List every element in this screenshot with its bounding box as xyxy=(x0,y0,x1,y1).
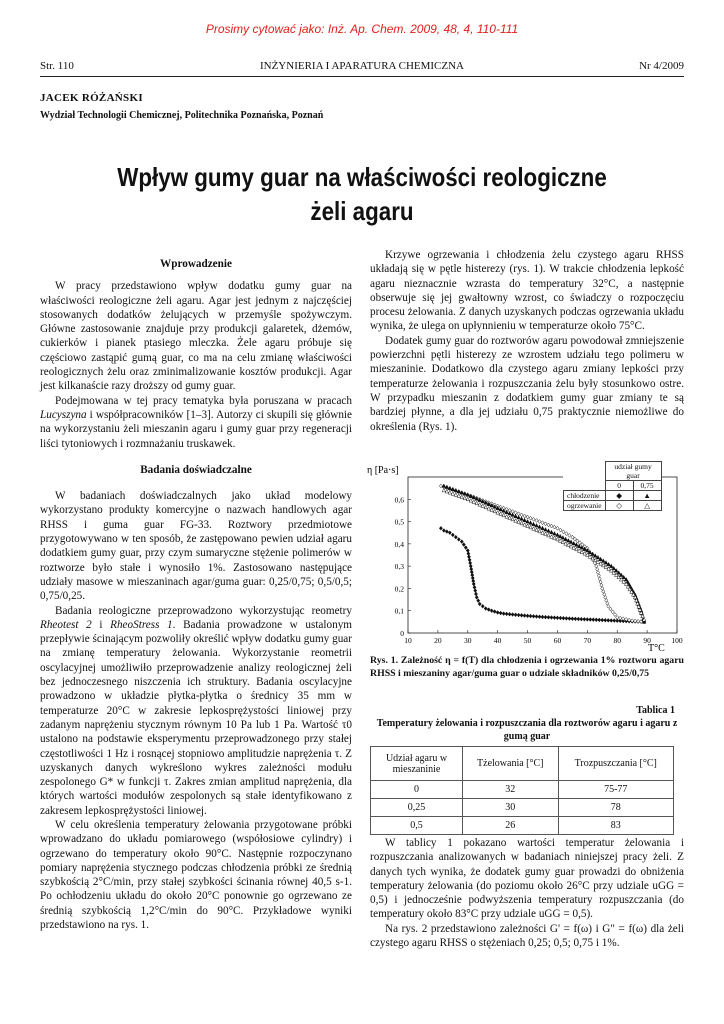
results-paragraph-4: Na rys. 2 przedstawiono zależności G' = f(ω) i G" = f(ω) dla żeli czystego agaru RHSS o stężeniach 0,25; 0,5; 0,75 i 1%. xyxy=(370,922,684,950)
methods-paragraph-2: Badania reologiczne przeprowadzono wykorzystując reometry Rheotest 2 i RheoStress 1. Badania prowadzone w ustalonym przepływie ścinającym pozwoliły określić wpływ dodatku gumy guar na zmianę temperatury żelowania. Wykorzystanie reometrii oscylacyjnej umożliwiło przeprowadzenie analizy reologicznej żeli bez jednoczesnego niszczenia ich struktury. Badania oscylacyjne prowadzono w układzie płytka-płytka o średnicy 35 mm w temperaturze 20°C w zakresie lepkosprężystości liniowej przy zadanym naprężeniu stycznym równym 10 Pa lub 1 Pa. Wartość τ0 ustalono na podstawie eksperymentu przeprowadzonego przy stałej częstotliwości 1 Hz i rosnącej stopniowo amplitudzie naprężenia τ. Z uzyskanych danych wykreślono wykres zależności modułu zespolonego G* w funkcji τ. Zakres zmian amplitud naprężenia, dla których wartości modułów zespolonych są stałe identyfikowano z zakresem lepkosprężystości liniowej. xyxy=(40,604,352,817)
data-point xyxy=(457,538,460,542)
data-point xyxy=(460,540,463,544)
y-tick-label: 0,6 xyxy=(394,495,404,505)
data-point xyxy=(619,616,622,620)
table-cell: 30 xyxy=(463,799,559,817)
table-cell: 75-77 xyxy=(558,781,673,799)
data-point xyxy=(580,617,583,621)
data-point xyxy=(601,618,604,622)
table-header: Trozpuszczania [°C] xyxy=(558,747,673,781)
x-tick-label: 30 xyxy=(464,636,472,645)
data-point xyxy=(464,546,467,550)
data-point xyxy=(562,530,565,534)
data-point xyxy=(535,615,538,619)
table-title: Temperatury żelowania i rozpuszczania dla roztworów agaru i agaru z gumą guar xyxy=(376,718,678,742)
data-point xyxy=(574,617,577,621)
x-tick-label: 70 xyxy=(583,636,592,645)
data-point xyxy=(477,599,480,603)
title-line-2: żeli agaru xyxy=(310,196,414,226)
data-point xyxy=(583,617,586,621)
table-cell: 0,5 xyxy=(371,817,463,835)
x-tick-label: 80 xyxy=(613,636,621,645)
data-point xyxy=(451,533,454,537)
data-point xyxy=(538,615,541,619)
data-point xyxy=(468,558,471,562)
data-point xyxy=(592,618,595,622)
data-point xyxy=(609,607,612,611)
table-row xyxy=(371,817,674,835)
data-point xyxy=(484,607,487,611)
data-point xyxy=(541,615,544,619)
data-point xyxy=(520,513,523,517)
data-point xyxy=(544,615,547,619)
data-point xyxy=(550,616,553,620)
data-point xyxy=(439,526,442,530)
data-point xyxy=(529,614,532,618)
results-paragraph-2: Dodatek gumy guar do roztworów agaru powodował zmniejszenie powierzchni pętli histerezy ze wzrostem udziału tego polimeru w mieszaninie. Dodatkowo dla czystego agaru zmiany lepkości przy temperaturze żelowania i rozpuszczania żelu były stosunkowo ostre. W przypadku mieszanin z dodatkiem gumy guar zmiany te są bardziej płynne, a dla jej udziału 0,75 praktycznie niemożliwe do określenia (Rys. 1). xyxy=(370,334,684,433)
table-cell: 32 xyxy=(463,781,559,799)
data-point xyxy=(538,520,541,524)
data-point xyxy=(598,618,601,622)
data-point xyxy=(616,616,619,620)
data-point xyxy=(613,613,616,617)
data-point xyxy=(604,618,607,622)
x-tick-label: 90 xyxy=(643,636,651,645)
data-point xyxy=(637,619,640,623)
data-point xyxy=(586,618,589,622)
data-point xyxy=(442,488,446,492)
data-point xyxy=(474,592,477,596)
data-point xyxy=(467,552,470,556)
paper-title xyxy=(85,160,639,228)
y-tick-label: 0,3 xyxy=(394,562,404,572)
data-point xyxy=(502,612,505,616)
x-tick-label: 10 xyxy=(404,636,412,645)
legend-row-heating: ogrzewanie xyxy=(564,501,606,511)
data-point xyxy=(466,549,469,553)
table-cell: 26 xyxy=(463,817,559,835)
legend-row-cooling: chłodzenie xyxy=(564,491,606,501)
data-point xyxy=(520,613,523,617)
legend-symbol: △ xyxy=(633,501,661,511)
data-point xyxy=(475,595,478,599)
data-point xyxy=(469,561,472,565)
y-tick-label: 0,2 xyxy=(394,584,404,594)
table-label: Tablica 1 xyxy=(636,705,675,716)
data-point xyxy=(523,514,526,518)
x-tick-label: 20 xyxy=(434,636,442,645)
page-number: Str. 110 xyxy=(40,60,74,72)
data-point xyxy=(553,616,556,620)
legend-symbol: ▲ xyxy=(633,491,661,501)
y-axis-label: η [Pa·s] xyxy=(367,465,399,476)
data-point xyxy=(523,614,526,618)
data-point xyxy=(544,522,547,526)
data-point xyxy=(511,613,514,617)
y-tick-label: 0,4 xyxy=(394,539,404,549)
data-point xyxy=(553,525,556,529)
legend-col-1: 0,75 xyxy=(633,481,661,491)
data-point xyxy=(529,516,532,520)
data-point xyxy=(442,529,445,533)
affiliation: Wydział Technologii Chemicznej, Politechnika Poznańska, Poznań xyxy=(40,110,324,121)
data-point xyxy=(556,616,559,620)
data-point xyxy=(442,484,446,488)
data-point xyxy=(559,616,562,620)
data-point xyxy=(541,521,544,525)
figure-1-caption: Rys. 1. Zależność η = f(T) dla chłodzenia i ogrzewania 1% roztworu agaru RHSS i mieszaniny agar/guma guar o udziale składników 0,25/0,75 xyxy=(370,655,684,679)
data-point xyxy=(589,618,592,622)
data-point xyxy=(535,519,538,523)
table-row xyxy=(371,799,674,817)
legend-header: udział gumy guar xyxy=(605,462,661,481)
legend-col-0: 0 xyxy=(605,481,633,491)
data-point xyxy=(490,609,493,613)
y-tick-label: 0 xyxy=(400,629,404,638)
legend-symbol: ◆ xyxy=(605,491,633,501)
table-cell: 78 xyxy=(558,799,673,817)
data-point xyxy=(565,532,568,536)
data-point xyxy=(610,619,613,623)
data-point xyxy=(508,612,511,616)
table-row xyxy=(371,781,674,799)
data-point xyxy=(571,617,574,621)
data-point xyxy=(514,613,517,617)
data-point xyxy=(473,585,476,589)
data-point xyxy=(467,555,470,559)
intro-paragraph-2: Podejmowana w tej pracy tematyka była poruszana w pracach Lucyszyna i współpracowników [1–3]. Autorzy ci skupili się głównie na wykorzystaniu żeli mieszanin agaru i gumy guar przy regeneracji liści tytoniowych i rozmnażaniu truskawek. xyxy=(40,394,352,450)
data-point xyxy=(481,604,484,608)
data-point xyxy=(577,617,580,621)
data-point xyxy=(568,617,571,621)
data-point xyxy=(478,602,481,606)
data-point xyxy=(607,618,610,622)
x-tick-label: 100 xyxy=(671,636,683,645)
right-column-top xyxy=(370,248,684,434)
data-point xyxy=(526,515,529,519)
data-point xyxy=(559,528,562,532)
y-tick-label: 0,5 xyxy=(394,517,404,527)
data-point xyxy=(517,613,520,617)
data-point xyxy=(469,564,472,568)
data-point xyxy=(532,517,535,521)
journal-name: INŻYNIERIA I APARATURA CHEMICZNA xyxy=(259,60,465,72)
issue-number: Nr 4/2009 xyxy=(639,60,684,72)
citation-note: Prosimy cytować jako: Inż. Ap. Chem. 2009, 48, 4, 110-111 xyxy=(205,22,519,36)
y-tick-label: 0,1 xyxy=(394,606,404,616)
data-point xyxy=(547,615,550,619)
data-point xyxy=(526,614,529,618)
results-paragraph-1: Krzywe ogrzewania i chłodzenia żelu czystego agaru RHSS układają się w pętle histerezy (rys. 1). W trakcie chłodzenia lepkość agaru nieznacznie wzrasta do temperatury 32°C, a następnie obserwuje się jej gwałtowny wzrost, co świadczy o rozpoczęciu procesu żelowania. Z danych uzyskanych podczas ogrzewania układu wynika, że ulega on upłynnieniu w temperaturze około 75°C. xyxy=(370,249,684,333)
data-point xyxy=(550,524,553,528)
x-tick-label: 40 xyxy=(493,636,502,645)
data-point xyxy=(565,616,568,620)
table-cell: 0 xyxy=(371,781,463,799)
x-tick-label: 60 xyxy=(553,636,562,645)
data-point xyxy=(445,530,448,534)
data-point xyxy=(562,616,565,620)
x-axis-label: T°C xyxy=(648,643,665,654)
data-table xyxy=(370,746,674,835)
intro-heading: Wprowadzenie xyxy=(160,258,232,270)
header-rule xyxy=(40,76,684,77)
table-header: Udział agaru w mieszaninie xyxy=(371,747,463,781)
data-point xyxy=(474,589,477,593)
table-cell: 83 xyxy=(558,817,673,835)
data-point xyxy=(505,612,508,616)
methods-paragraph-1: W badaniach doświadczalnych jako układ modelowy wykorzystano produkty komercyjne o nazwach handlowych agar RHSS i guma guar FG-33. Roztwory przedmiotowe przygotowywano w ten sposób, że zastępowano pewien udział agaru dodatkiem gumy guar, przy czym sumaryczne stężenie polimerów w roztworze było stałe i wynosiło 1%. Zastosowano następujące udziały masowe w mieszaninach agar/guma guar: 0,25/0,75; 0,5/0,5; 0,75/0,25. xyxy=(40,490,352,603)
x-tick-label: 50 xyxy=(523,636,532,645)
data-point xyxy=(462,543,465,547)
author-name: JACEK RÓŻAŃSKI xyxy=(40,92,143,104)
methods-paragraph-3: W celu określenia temperatury żelowania przygotowane próbki wprowadzano do układu pomiarowego (współosiowe cylindry) i ogrzewano do temperatury około 90°C. Następnie rozpoczynano pomiary naprężenia stycznego podczas chłodzenia próbki ze średnią szybkością 2°C/min, przy stałej szybkości ścinania równej 40,5 s-1. Po ochłodzeniu układu do około 20°C ponownie go ogrzewano ze średnią szybkością 1,2°C/min do 90°C. Przykładowe wyniki przedstawiono na rys. 1. xyxy=(40,818,352,932)
left-column xyxy=(40,257,352,932)
data-point xyxy=(499,611,502,615)
title-line-1: Wpływ gumy guar na właściwości reologiczne xyxy=(117,162,607,192)
data-point xyxy=(568,533,571,537)
data-point xyxy=(448,531,451,535)
data-point xyxy=(493,610,496,614)
chart-legend xyxy=(563,461,662,511)
data-point xyxy=(454,535,457,539)
table-header: Tżelowania [°C] xyxy=(463,747,559,781)
data-point xyxy=(613,619,616,623)
data-point xyxy=(595,618,598,622)
legend-symbol: ◇ xyxy=(605,501,633,511)
data-point xyxy=(496,611,499,615)
methods-heading: Badania doświadczalne xyxy=(140,463,252,476)
right-column-bottom xyxy=(370,836,684,950)
data-point xyxy=(556,526,559,530)
data-point xyxy=(487,608,490,612)
data-point xyxy=(547,523,550,527)
data-point xyxy=(532,614,535,618)
table-cell: 0,25 xyxy=(371,799,463,817)
intro-paragraph-1: W pracy przedstawiono wpływ dodatku gumy guar na właściwości reologiczne żeli agaru. Agar jest jednym z najczęściej stosowanych dodatków żelujących w przemyśle spożywczym. Główne zastosowanie znajduje przy produkcji galaretek, dżemów, cukierków i pianek ptasiego mleczka. Żele agaru próbuje się częściowo zastąpić gumą guar, co ma na celu zmianę właściwości reologicznych żelu oraz zminimalizowanie kosztów produkcji. Agar jest kilkanaście razy droższy od gumy guar. xyxy=(40,280,352,393)
results-paragraph-3: W tablicy 1 pokazano wartości temperatur żelowania i rozpuszczania analizowanych w badaniach niniejszej pracy żeli. Z danych tych wynika, że dodatek gumy guar prowadzi do obniżenia temperatury żelowania (do poziomu około 26°C przy udziale uGG = 0,5) i jednocześnie podwyższenia temperatury rozpuszczania (do temperatury około 83°C przy udziale uGG = 0,5). xyxy=(370,837,684,921)
data-point xyxy=(611,610,614,614)
